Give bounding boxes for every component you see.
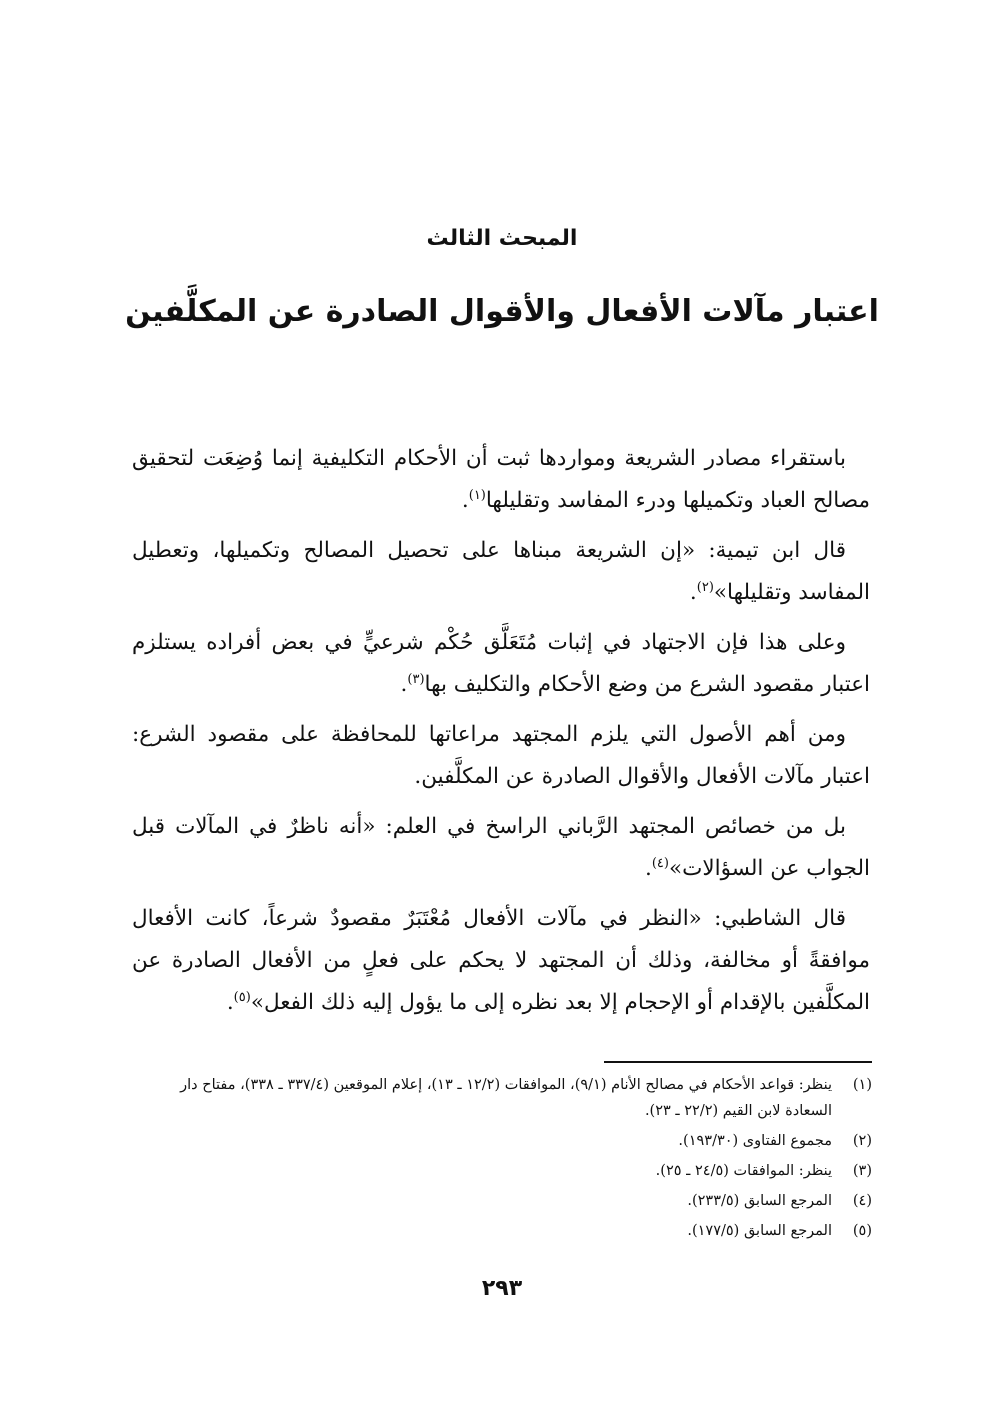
paragraph [132, 714, 870, 798]
footnote-separator [604, 1061, 872, 1063]
footnote [132, 1072, 872, 1124]
footnote-ref: (٣) [407, 671, 425, 687]
footnote-ref: (٤) [651, 855, 669, 871]
footnotes [132, 1072, 872, 1248]
body-text [132, 438, 870, 1032]
footnote [132, 1188, 872, 1214]
footnote-text: المرجع السابق (٢٣٣/٥). [687, 1193, 832, 1209]
paragraph-text: قال ابن تيمية: «إن الشريعة مبناها على تحصيل المصالح وتكميلها، وتعطيل المفاسد وتقليلها» [132, 538, 870, 605]
footnote-text: مجموع الفتاوى (١٩٣/٣٠). [678, 1133, 832, 1149]
footnote-number: (١) [852, 1077, 872, 1093]
paragraph [132, 806, 870, 890]
paragraph-text: ومن أهم الأصول التي يلزم المجتهد مراعاتها للمحافظة على مقصود الشرع: اعتبار مآلات الأفعال والأقوال الصادرة عن المكلَّفين. [132, 722, 870, 789]
paragraph-tail: . [644, 856, 652, 881]
footnote-ref: (٥) [233, 989, 251, 1005]
page-number: ٢٩٣ [481, 1276, 523, 1301]
paragraph [132, 438, 870, 522]
section-label: المبحث الثالث [426, 226, 578, 251]
paragraph-tail: . [400, 672, 408, 697]
footnote-number: (٤) [852, 1193, 872, 1209]
footnote [132, 1158, 872, 1184]
footnote-number: (٣) [852, 1163, 872, 1179]
paragraph-tail: . [461, 488, 469, 513]
footnote-text: ينظر: الموافقات (٢٤/٥ ـ ٢٥). [655, 1163, 832, 1179]
paragraph [132, 622, 870, 706]
paragraph [132, 898, 870, 1024]
paragraph-text: قال الشاطبي: «النظر في مآلات الأفعال مُعْتَبَرٌ مقصودٌ شرعاً، كانت الأفعال موافقةً أو مخالفة، وذلك أن المجتهد لا يحكم على فعلٍ من الأفعال الصادرة عن المكلَّفين بالإقدام أو الإحجام إلا بعد نظره إلى ما يؤول إليه ذلك الفعل» [132, 906, 870, 1015]
footnote-number: (٥) [852, 1223, 872, 1239]
paragraph-text: وعلى هذا فإن الاجتهاد في إثبات مُتَعَلَّق حُكْم شرعيٍّ في بعض أفراده يستلزم اعتبار مقصود الشرع من وضع الأحكام والتكليف بها [132, 630, 870, 697]
footnote [132, 1128, 872, 1154]
footnote-text: ينظر: قواعد الأحكام في مصالح الأنام (٩/١)، الموافقات (١٢/٢ ـ ١٣)، إعلام الموقعين (٣٣٧/٤ ـ ٣٣٨)، مفتاح دار السعادة لابن القيم (٢٢/٢ ـ ٢٣). [180, 1077, 832, 1119]
paragraph-text: باستقراء مصادر الشريعة ومواردها ثبت أن الأحكام التكليفية إنما وُضِعَت لتحقيق مصالح العباد وتكميلها ودرء المفاسد وتقليلها [132, 446, 870, 513]
footnote [132, 1218, 872, 1244]
chapter-title: اعتبار مآلات الأفعال والأقوال الصادرة عن المكلَّفين [125, 294, 879, 329]
footnote-number: (٢) [852, 1133, 872, 1149]
paragraph-tail: . [689, 580, 697, 605]
paragraph-tail: . [226, 990, 234, 1015]
footnote-text: المرجع السابق (١٧٧/٥). [687, 1223, 832, 1239]
paragraph-text: بل من خصائص المجتهد الرَّباني الراسخ في العلم: «أنه ناظرٌ في المآلات قبل الجواب عن السؤالات» [132, 814, 870, 881]
paragraph [132, 530, 870, 614]
footnote-ref: (٢) [696, 579, 714, 595]
footnote-ref: (١) [468, 487, 486, 503]
